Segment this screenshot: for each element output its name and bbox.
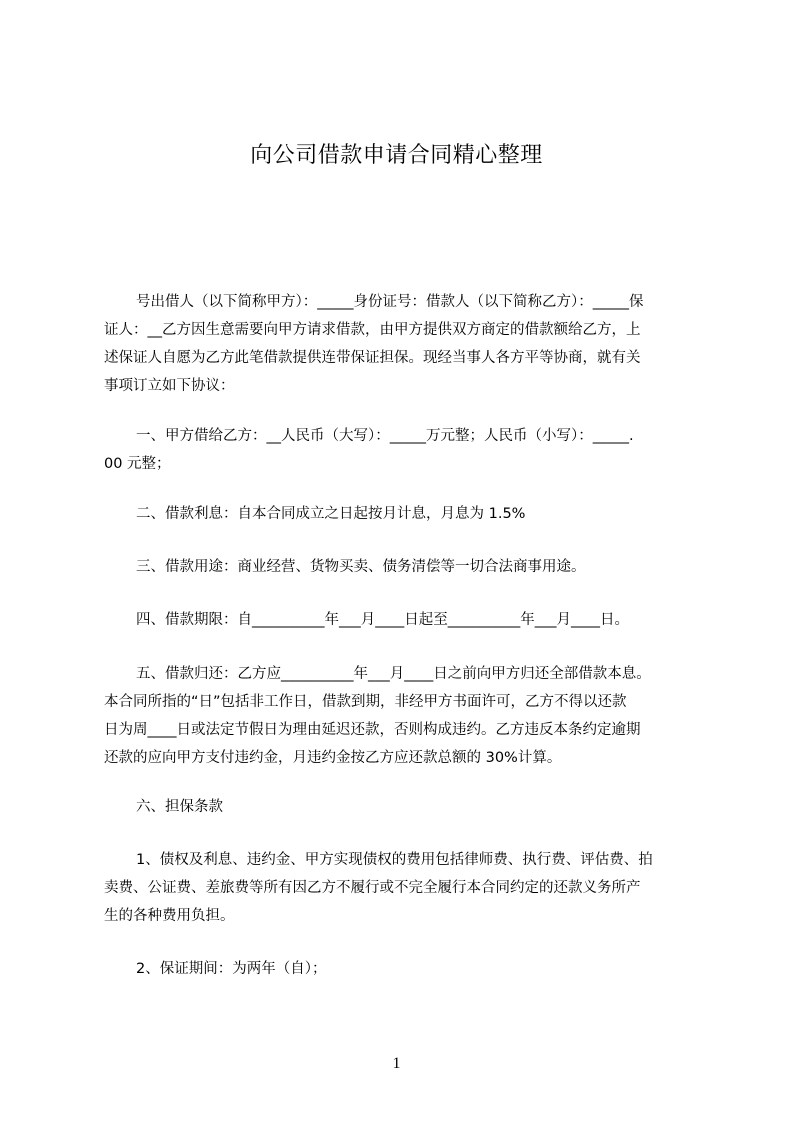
clause-4-paragraph — [104, 606, 700, 634]
intro-line: 证人：__乙方因生意需要向甲方请求借款，由甲方提供双方商定的借款额给乙方，上 — [104, 322, 641, 338]
clause-5-line: 本合同所指的“日”包括非工作日，借款到期，非经甲方书面许可，乙方不得以还款 — [104, 694, 627, 710]
clause-2-line: 二、借款利息：自本合同成立之日起按月计息，月息为 1.5% — [136, 506, 526, 522]
clause-6-item-1-paragraph — [104, 846, 700, 930]
clause-5-line: 日为周____日或法定节假日为理由延迟还款，否则构成违约。乙方违反本条约定逾期 — [104, 722, 641, 738]
clause-5-line: 还款的应向甲方支付违约金，月违约金按乙方应还款总额的 30%计算。 — [104, 750, 562, 766]
clause-3-paragraph — [104, 553, 700, 581]
clause-6-item-1-line: 1、债权及利息、违约金、甲方实现债权的费用包括律师费、执行费、评估费、拍 — [136, 852, 653, 868]
clause-1-line: 00 元整； — [104, 456, 171, 472]
page-number: 1 — [392, 1055, 401, 1072]
clause-1-paragraph — [104, 422, 700, 478]
clause-6-heading — [104, 793, 700, 821]
clause-6-item-2-paragraph — [104, 955, 700, 983]
clause-5-paragraph — [104, 660, 700, 772]
clause-6-item-1-line: 生的各种费用负担。 — [104, 908, 235, 924]
clause-4-line: 四、借款期限：自__________年___月____日起至__________年___月____日。 — [136, 612, 629, 628]
clause-5-line: 五、借款归还：乙方应__________年___月____日之前向甲方归还全部借款本息。 — [136, 666, 651, 682]
intro-line: 号出借人（以下简称甲方）：_____身份证号：借款人（以下简称乙方）：_____保 — [136, 294, 644, 310]
clause-6-item-1-line: 卖费、公证费、差旅费等所有因乙方不履行或不完全履行本合同约定的还款义务所产 — [104, 880, 641, 896]
clause-3-line: 三、借款用途：商业经营、货物买卖、债务清偿等一切合法商事用途。 — [136, 559, 586, 575]
clause-6-heading-text: 六、担保条款 — [136, 799, 223, 815]
clause-6-item-2-line: 2、保证期间：为两年（自）； — [136, 961, 327, 977]
intro-paragraph — [104, 288, 700, 400]
intro-line: 述保证人自愿为乙方此笔借款提供连带保证担保。现经当事人各方平等协商，就有关 — [104, 350, 641, 366]
intro-line: 事项订立如下协议： — [104, 378, 235, 394]
clause-2-paragraph — [104, 500, 700, 528]
clause-1-line: 一、甲方借给乙方：__人民币（大写）：_____万元整；人民币（小写）：_____. — [136, 428, 634, 444]
document-title: 向公司借款申请合同精心整理 — [250, 143, 543, 168]
